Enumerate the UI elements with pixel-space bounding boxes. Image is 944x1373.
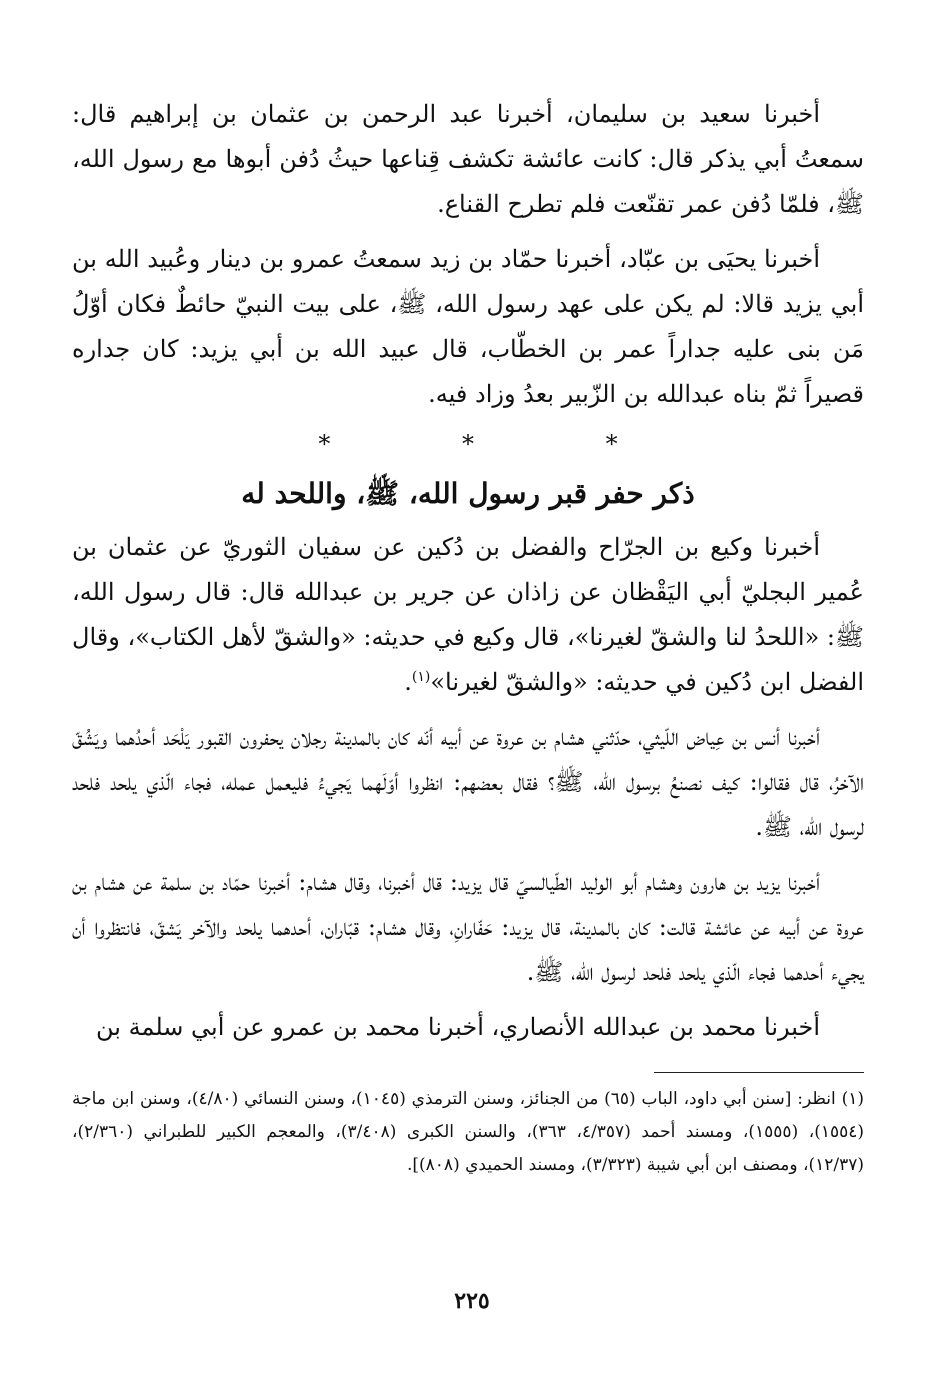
section-title: ذكر حفر قبر رسول الله، ﷺ، واللحد له [241, 477, 695, 510]
paragraph-text: أخبرنا وكيع بن الجرّاح والفضل بن دُكين عن سفيان الثوريّ عن عثمان بن عُمير البجليّ أبي اليَقْظان عن زاذان عن جرير بن عبدالله قال: قال رسول الله، ﷺ: «اللحدُ لنا والشقّ لغيرنا»، قال وكيع في حديثه: «والشقّ لأهل الكتاب»، وقال الفضل ابن دُكين في حديثه: «والشقّ لغيرنا» [72, 533, 864, 696]
paragraph: أخبرنا سعيد بن سليمان، أخبرنا عبد الرحمن بن عثمان بن إبراهيم قال: سمعتُ أبي يذكر قال: كانت عائشة تكشف قِناعها حيثُ دُفن أبوها مع رسول الله، ﷺ، فلمّا دُفن عمر تقنّعت فلم تطرح القناع. [72, 100, 864, 218]
section-separator: * * * [318, 430, 680, 458]
paragraph-tail: . [404, 668, 412, 696]
footnote: (١) انظر: [سنن أبي داود، الباب (٦٥) من الجنائز، وسنن الترمذي (١٠٤٥)، وسنن النسائي (٤/٨٠)، وسنن ابن ماجة (١٥٥٤)، (١٥٥٥)، ومسند أحمد (٤/٣٥٧، ٣٦٣)، والسنن الكبرى (٣/٤٠٨)، والمعجم الكبير للطبراني (٢/٣٦٠)، (١٢/٣٧)، ومصنف ابن أبي شيبة (٣/٣٢٣)، ومسند الحميدي (٨٠٨)]. [72, 1089, 865, 1175]
paragraph: أخبرنا يحيَى بن عبّاد، أخبرنا حمّاد بن زيد سمعتُ عمرو بن دينار وعُبيد الله بن أبي يزيد قالا: لم يكن على عهد رسول الله، ﷺ، على بيت النبيّ حائطٌ فكان أوّلُ مَن بنى عليه جداراً عمر بن الخطّاب، قال عبيد الله بن أبي يزيد: كان جداره قصيراً ثمّ بناه عبدالله بن الزّبير بعدُ وزاد فيه. [72, 245, 864, 408]
paragraph: أخبرنا يزيد بن هارون وهشام أبو الوليد الطّيالسيّ قال يزيد: قال أخبرنا، وقال هشام: أخبرنا حمّاد بن سلمة عن هشام بن عروة عن أبيه عن عائشة قالت: كان بالمدينة، قال يزيد: حَفّارانِ، وقال هشام: قبّاران، أحدهما يلحد والآخر يَشقّ، فانتظروا أن يجيء أحدهما فجاء الّذي يلحد فلحد لرسول الله، ﷺ. [72, 868, 864, 986]
paragraph: أخبرنا أنس بن عِياض اللّيثي، حدّثني هشام بن عروة عن أبيه أنّه كان بالمدينة رجلان يحفرون القبور يَلْحَد أحدُهما ويَشُقّ الآخرُ، قال فقالوا: كيف نصنعُ برسول الله، ﷺ؟ فقال بعضهم: انظروا أوّلَهما يَجيءُ فليعمل عمله، فجاء الّذي يلحد فلحد لرسول الله، ﷺ. [72, 723, 864, 841]
page-number: ٢٢٥ [454, 1288, 490, 1314]
footnote-reference: (١) [411, 669, 431, 685]
paragraph: أخبرنا محمد بن عبدالله الأنصاري، أخبرنا محمد بن عمرو عن أبي سلمة بن [96, 1013, 820, 1041]
paragraph [72, 525, 864, 705]
page-body [72, 92, 864, 1332]
footnote-divider [654, 1072, 864, 1073]
